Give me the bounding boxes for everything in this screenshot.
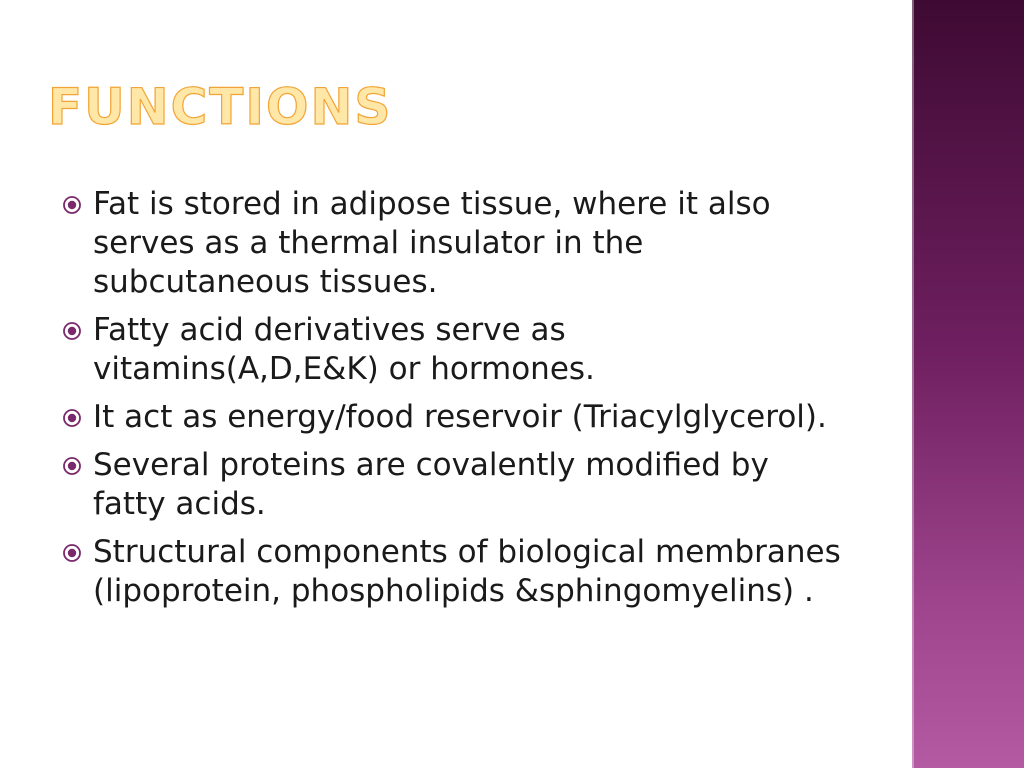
bullet-item (60, 533, 850, 611)
bullet-item (60, 446, 850, 524)
side-bar-edge (912, 0, 914, 768)
bullet-list (60, 185, 850, 620)
bullet-item (60, 398, 850, 437)
bullet-text: Fat is stored in adipose tissue, where it also serves as a thermal insulator in the subcutaneous tissues. (93, 186, 771, 300)
slide-title: FUNCTIONS (48, 78, 393, 136)
circle-dot-icon (62, 456, 82, 476)
circle-dot-icon (62, 543, 82, 563)
bullet-item (60, 185, 850, 302)
bullet-text: Several proteins are covalently modified by fatty acids. (93, 447, 769, 522)
circle-dot-icon (62, 321, 82, 341)
circle-dot-icon (62, 408, 82, 428)
bullet-text: Structural components of biological membranes (lipoprotein, phospholipids &sphingomyelins) . (93, 534, 841, 609)
bullet-item (60, 311, 850, 389)
bullet-text: It act as energy/food reservoir (Triacylglycerol). (93, 399, 827, 435)
circle-dot-icon (62, 195, 82, 215)
bullet-text: Fatty acid derivatives serve as vitamins(A,D,E&K) or hormones. (93, 312, 595, 387)
decorative-side-bar (912, 0, 1024, 768)
